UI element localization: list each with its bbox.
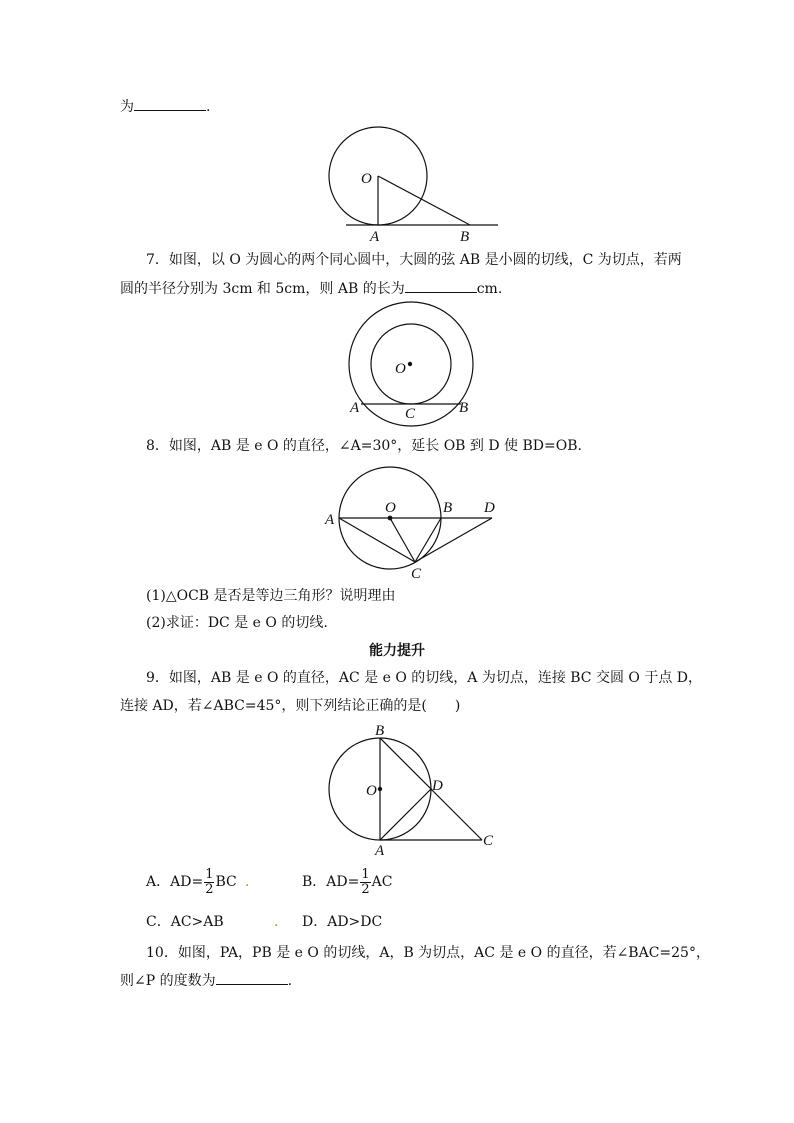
stray-mark: . (245, 874, 250, 890)
stray-mark: . (274, 914, 279, 930)
fig7-label-c: C (405, 406, 416, 422)
fraction-numerator: 1 (361, 866, 370, 882)
fig6-label-o: O (361, 171, 372, 187)
fraction-numerator: 1 (205, 866, 214, 882)
fraction-half (360, 868, 370, 897)
fig8-label-d: D (484, 500, 495, 516)
fig7-label-o: O (395, 361, 406, 377)
fig9-label-b: B (375, 723, 385, 739)
q6-period: . (206, 99, 211, 115)
q10-line2-pre: 则∠P 的度数为 (120, 973, 216, 989)
q8-part2: (2)求证：DC 是 e O 的切线. (146, 615, 328, 631)
fig6-label-b: B (460, 229, 470, 245)
option-a-suffix: BC (215, 874, 237, 890)
q10-line1: 10．如图，PA，PB 是 e O 的切线，A，B 为切点，AC 是 e O 的直径，若∠BAC=25°， (146, 945, 710, 961)
q10-line2-post: . (287, 973, 293, 989)
q9-option-d[interactable]: D．AD>DC (302, 914, 383, 930)
q7-line1: 7．如图，以 O 为圆心的两个同心圆中，大圆的弦 AB 是小圆的切线，C 为切点，若两 (146, 252, 682, 268)
q8-part1: (1)△OCB 是否是等边三角形？说明理由 (146, 588, 396, 604)
q9-line2: 连接 AD，若∠ABC=45°，则下列结论正确的是( ) (120, 698, 461, 714)
q6-prefix: 为 (120, 99, 134, 115)
fig9-label-d: D (432, 778, 443, 794)
q9-line1: 9．如图，AB 是 e O 的直径，AC 是 e O 的切线，A 为切点，连接 BC 交圆 O 于点 D， (146, 670, 703, 686)
q8-text: 8．如图，AB 是 e O 的直径，∠A=30°，延长 OB 到 D 使 BD=OB. (146, 438, 582, 454)
fig9-label-o: O (366, 783, 377, 799)
fig7-label-b: B (459, 400, 469, 416)
fraction-denominator: 2 (205, 881, 214, 897)
fig9-label-a: A (375, 843, 385, 859)
fig8-label-b: B (443, 500, 453, 516)
q10-line2 (120, 970, 292, 991)
fig8-label-a: A (325, 512, 335, 528)
q9-option-b[interactable] (302, 866, 392, 898)
fig9-label-c: C (483, 833, 494, 849)
fig8-label-c: C (411, 566, 422, 582)
q7-line2-post: cm. (476, 281, 503, 297)
fraction-half (204, 868, 214, 897)
fig8-label-o: O (385, 500, 396, 516)
fraction-denominator: 2 (361, 881, 370, 897)
q9-option-a[interactable] (146, 866, 237, 898)
answer-blank[interactable] (216, 970, 288, 985)
section-heading: 能力提升 (369, 643, 425, 659)
option-a-prefix: A．AD= (146, 874, 204, 890)
fig6-label-a: A (370, 229, 380, 245)
option-b-suffix: AC (371, 874, 393, 890)
q9-option-c[interactable]: C．AC>AB (146, 914, 224, 930)
fig7-label-a: A (350, 400, 360, 416)
option-b-prefix: B．AD= (302, 874, 360, 890)
q7-line2-pre: 圆的半径分别为 3cm 和 5cm，则 AB 的长为 (120, 281, 405, 297)
